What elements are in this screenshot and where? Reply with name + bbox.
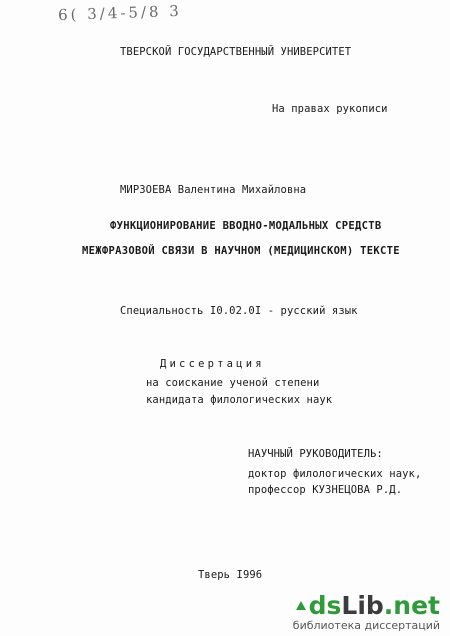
- supervisor-line-1: доктор филологических наук,: [248, 468, 422, 480]
- city-year: Тверь I996: [198, 569, 263, 581]
- manuscript-rights: На правах рукописи: [272, 103, 388, 115]
- book-icon: [296, 601, 306, 610]
- degree-line-2: кандидата филологических наук: [146, 394, 333, 406]
- dslib-watermark[interactable]: [293, 593, 440, 632]
- author-name: МИРЗОЕВА Валентина Михайловна: [120, 184, 307, 196]
- watermark-subtitle: библиотека диссертаций: [292, 619, 440, 632]
- title-line-1: ФУНКЦИОНИРОВАНИЕ ВВОДНО-МОДАЛЬНЫХ СРЕДСТВ: [110, 220, 382, 232]
- supervisor-heading: НАУЧНЫЙ РУКОВОДИТЕЛЬ:: [248, 448, 383, 460]
- handwritten-stamp: 6( 3/4-5/8 3: [57, 1, 183, 25]
- title-line-2: МЕЖФРАЗОВОЙ СВЯЗИ В НАУЧНОМ (МЕДИЦИНСКОМ) ТЕКСТЕ: [82, 245, 400, 257]
- dissertation-label: Диссертация: [160, 358, 265, 370]
- specialty: Специальность I0.02.0I - русский язык: [120, 305, 358, 317]
- dslib-logo: dsLib.net: [293, 593, 440, 619]
- supervisor-line-2: профессор КУЗНЕЦОВА Р.Д.: [248, 484, 403, 496]
- degree-line-1: на соискание ученой степени: [146, 377, 320, 389]
- university-name: ТВЕРСКОЙ ГОСУДАРСТВЕННЫЙ УНИВЕРСИТЕТ: [120, 46, 352, 58]
